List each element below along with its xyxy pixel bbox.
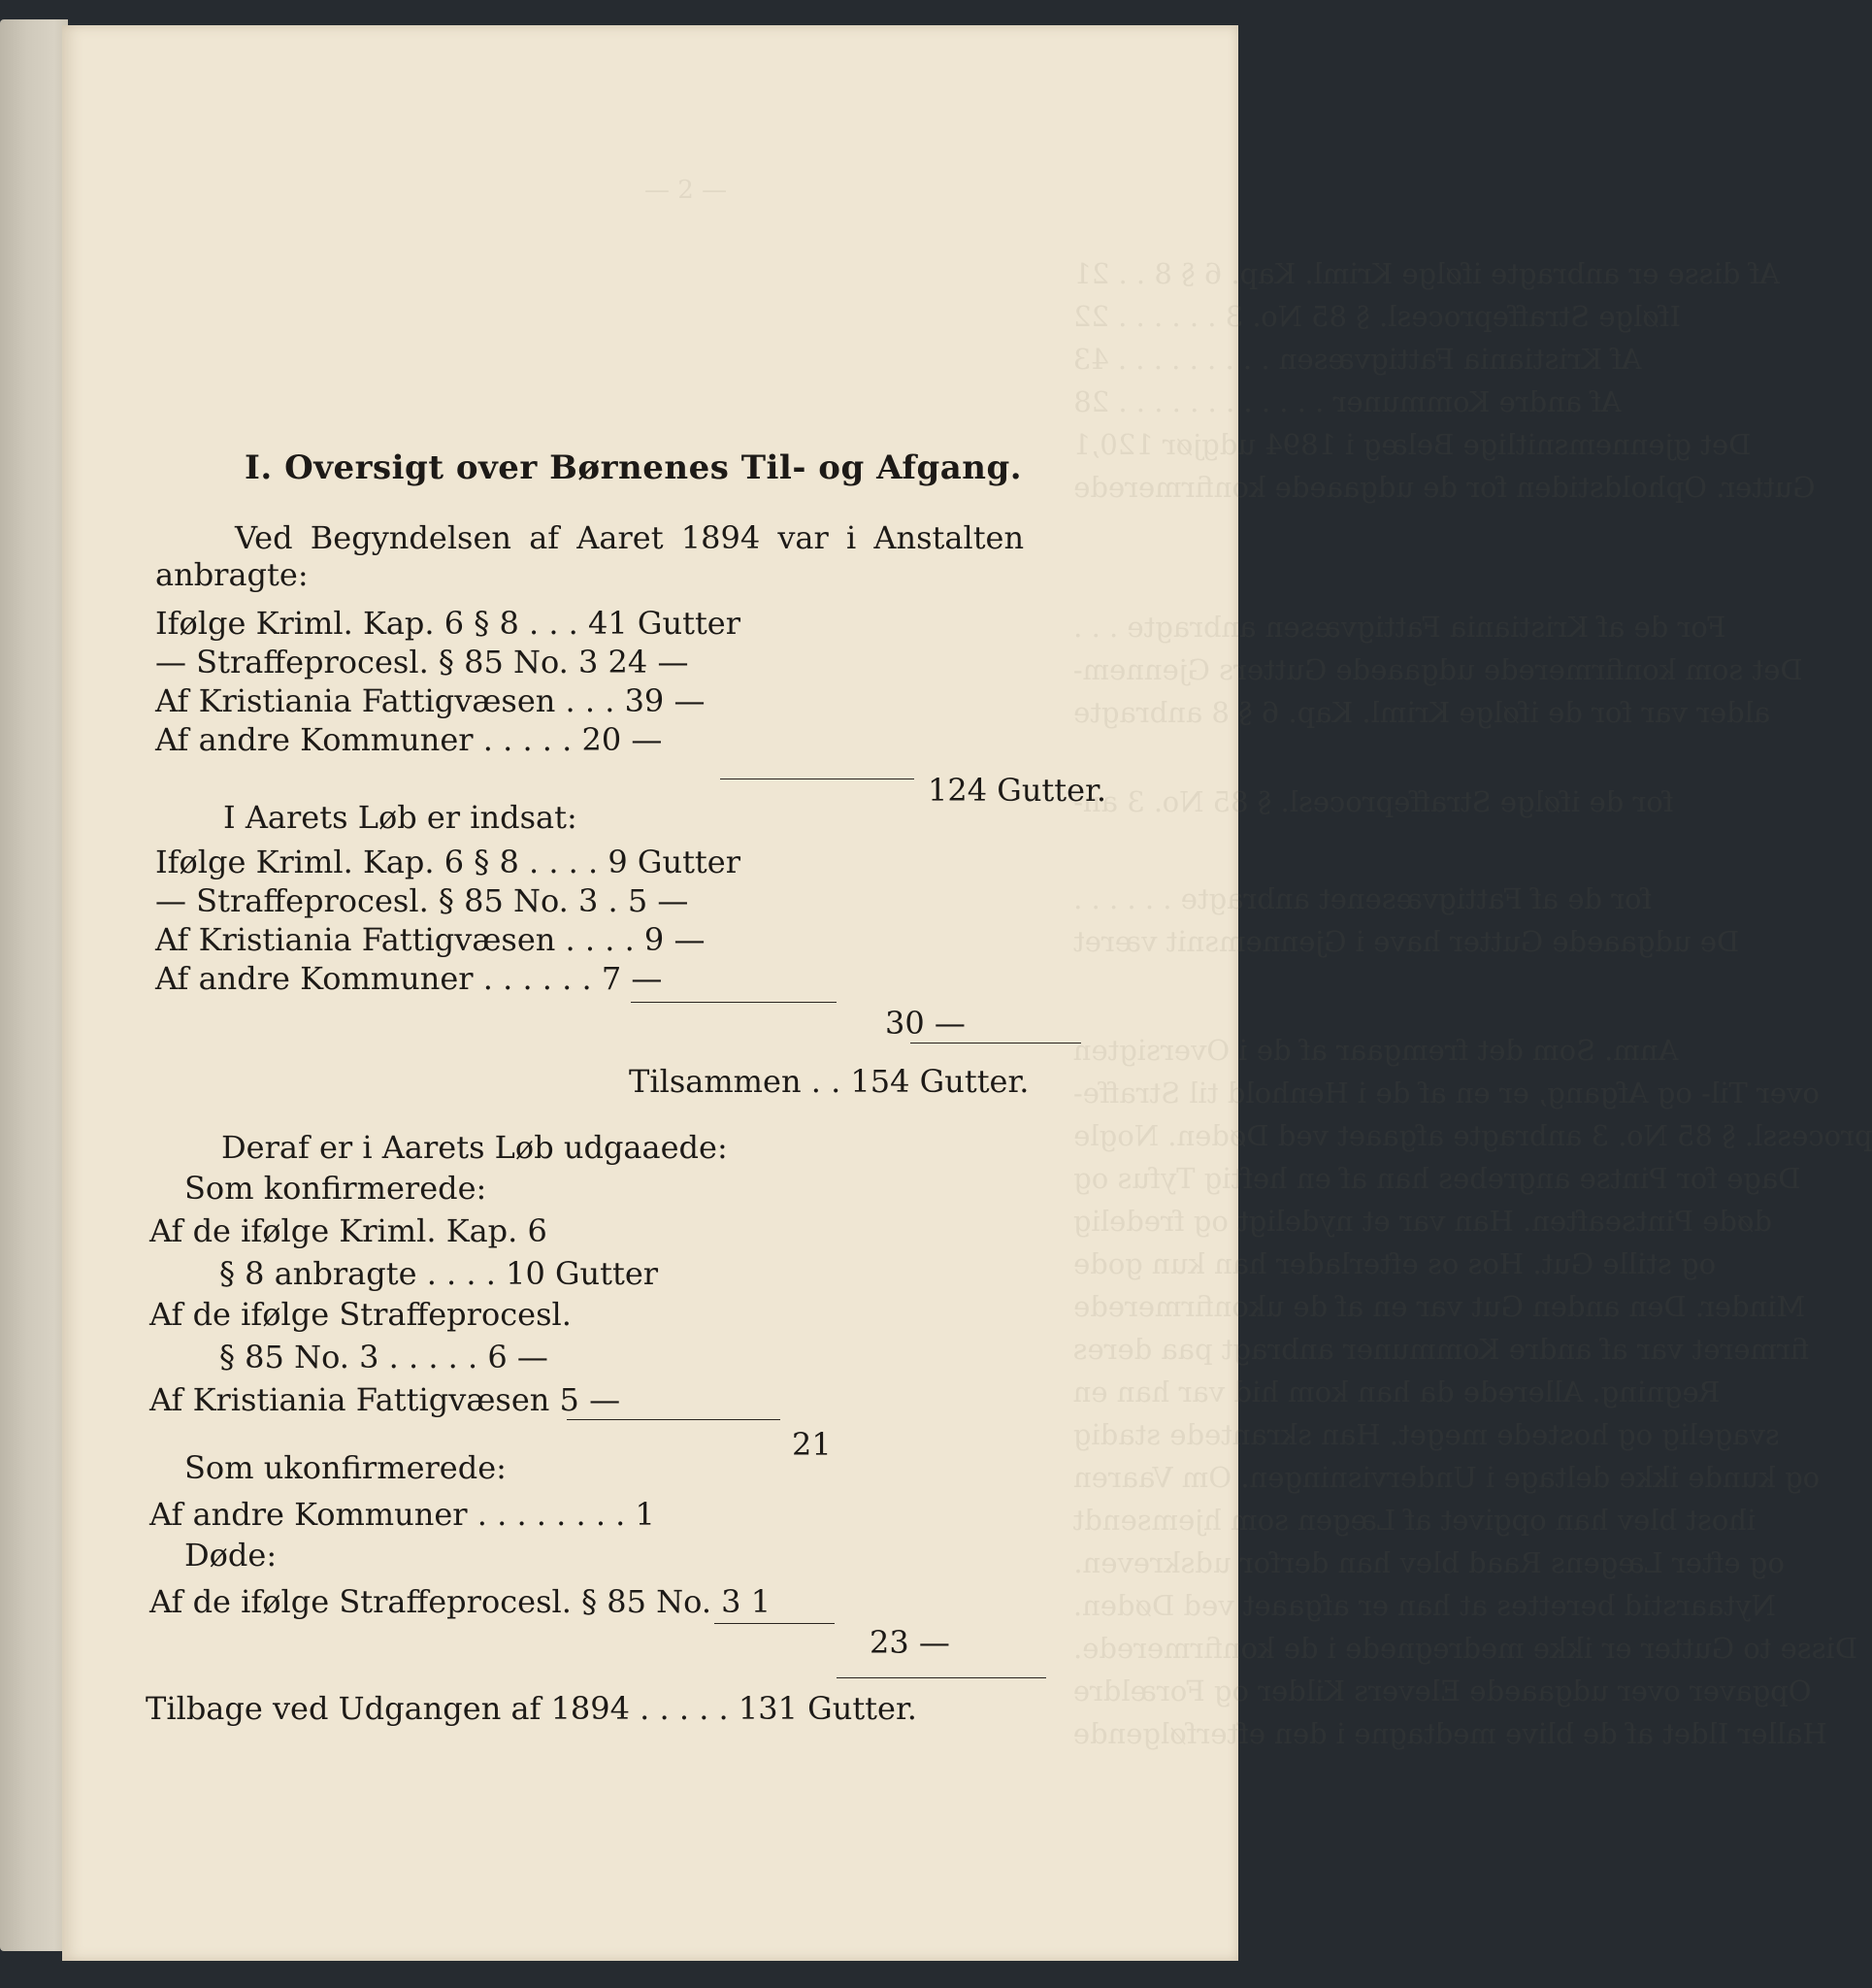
during-total: 30 —	[885, 1005, 966, 1042]
dead-heading: Døde:	[184, 1537, 278, 1574]
subtotal-rule	[567, 1419, 780, 1420]
section-heading: I. Oversigt over Børnenes Til- og Afgang.	[245, 448, 1023, 487]
during-row: Af Kristiania Fattigvæsen . . . . 9 —	[155, 921, 706, 958]
end-line: Tilbage ved Udgangen af 1894 . . . . . 131 Gutter.	[146, 1690, 917, 1727]
subtotal-rule	[714, 1623, 835, 1624]
begin-total: 124 Gutter.	[928, 772, 1107, 809]
total-rule	[910, 1043, 1081, 1044]
show-through-text: — 2 — Af disse er anbragte ifølge Kriml. Kap. 6 § 8 . . 21 Ifølge Straffeprocesl. § 85 No. 3 . . . . . . 22 Af Kristiania Fattigvæsen . . . . . . . . . 43 Af andre Kommuner . . . . . . . . . . . . 28 Det gjennemsnitlige Belæg i 1894 udgjør 120,1 Gutter. Opholdstiden for de udgaaede konfirmerede For de af Kristiania Fattigvæsen anbragte . . . Det som konfirmerede udgaaede Gutters Gjennem- alder var for de ifølge Kriml. Kap. 6 § 8 anbragte for de ifølge Straffeprocesl. § 85 No. 3 an- for de af Fattigvæsenet anbragte . . . . . . De udgaaede Gutter have i Gjennemsnit været Anm. Som det fremgaar af de i Oversigten over Til- og Afgang, er en af de i Henhold til Straffe- processl. § 85 No. 3 anbragte afgaaet ved Døden. Nogle Dage for Pintse angrebes han af en heftig Tyfus og døde Pintseaften. Han var et nydeligt og fredelig og stille Gut. Hos os efterlader han kun gode Minder. Den anden Gut var en af de ukonfirmerede firmeret var af andre Kommuner anbragt paa deres Regning. Allerede da han kom hid var han en svagelig og hostede meget. Han skrantede stadig og kunde ikke deltage i Undervisningen. Om Vaaren ihost blev han opgivet af Lægen som hjemsendt og efter Lægens Raad blev han derfor udskreven. Nytaarstid berettes at han er afgaaet ved Døden. Disse to Gutter er ikke medregnede i de konfirmerede. Opgaver over udgaaede Elevers Kilder og Forældre Haller Ildet af de blive medtagne i den efterfølgende	[644, 176, 1872, 1750]
unconfirmed-heading: Som ukonfirmerede:	[184, 1449, 507, 1486]
confirmed-total: 21	[792, 1426, 832, 1463]
during-row: Ifølge Kriml. Kap. 6 § 8 . . . . 9 Gutter	[155, 844, 741, 880]
previous-page-edge	[0, 19, 68, 1951]
confirmed-row: § 85 No. 3 . . . . . 6 —	[219, 1339, 548, 1375]
intro-line-2: anbragte:	[155, 556, 309, 593]
confirmed-row: Af de ifølge Kriml. Kap. 6	[149, 1212, 547, 1249]
total-rule	[837, 1677, 1046, 1678]
confirmed-heading: Som konfirmerede:	[184, 1170, 487, 1207]
departed-total: 23 —	[870, 1624, 950, 1661]
during-heading: I Aarets Løb er indsat:	[223, 799, 577, 836]
begin-row: Af Kristiania Fattigvæsen . . . 39 —	[155, 682, 706, 719]
subtotal-rule	[631, 1002, 837, 1003]
begin-row: — Straffeprocesl. § 85 No. 3 24 —	[155, 644, 689, 680]
unconfirmed-row: Af andre Kommuner . . . . . . . . 1	[149, 1496, 655, 1533]
sum-line: Tilsammen . . 154 Gutter.	[629, 1063, 1030, 1100]
departed-heading: Deraf er i Aarets Løb udgaaede:	[221, 1129, 728, 1166]
confirmed-row: Af Kristiania Fattigvæsen 5 —	[149, 1381, 621, 1418]
intro-line-1: Ved Begyndelsen af Aaret 1894 var i Anstalten	[235, 519, 1025, 556]
during-row: — Straffeprocesl. § 85 No. 3 . 5 —	[155, 882, 689, 919]
confirmed-row: § 8 anbragte . . . . 10 Gutter	[219, 1255, 659, 1292]
begin-row: Af andre Kommuner . . . . . 20 —	[155, 721, 663, 758]
dead-row: Af de ifølge Straffeprocesl. § 85 No. 3 1	[149, 1583, 772, 1620]
during-row: Af andre Kommuner . . . . . . 7 —	[155, 960, 663, 997]
begin-row: Ifølge Kriml. Kap. 6 § 8 . . . 41 Gutter	[155, 605, 741, 642]
confirmed-row: Af de ifølge Straffeprocesl.	[149, 1296, 572, 1333]
book-page	[62, 25, 1872, 1961]
